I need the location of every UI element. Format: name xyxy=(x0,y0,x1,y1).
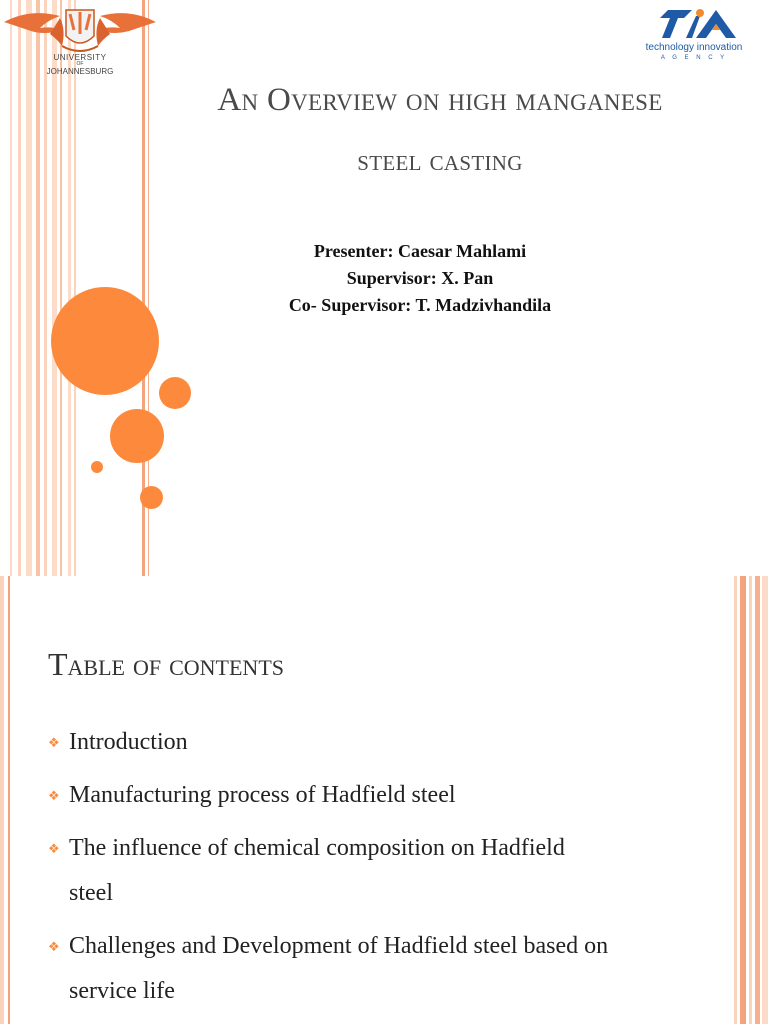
diamond-bullet-icon: ❖ xyxy=(48,735,60,750)
decorative-stripe xyxy=(749,576,752,1024)
diamond-bullet-icon: ❖ xyxy=(48,939,60,954)
decorative-circle xyxy=(110,409,164,463)
decorative-stripe xyxy=(740,576,746,1024)
list-item-text: The influence of chemical composition on Hadfield steel xyxy=(69,835,565,906)
decorative-stripe xyxy=(36,0,40,576)
co-supervisor-name: Co- Supervisor: T. Madzivhandila xyxy=(288,295,552,315)
decorative-stripe xyxy=(52,0,57,576)
presenter-name: Presenter: Caesar Mahlami xyxy=(313,241,527,261)
supervisor-name: Supervisor: X. Pan xyxy=(346,268,494,288)
list-item-text: Introduction xyxy=(69,729,188,755)
contents-list xyxy=(48,720,688,1022)
university-logo-text: UNIVERSITY xyxy=(53,53,107,62)
diamond-bullet-icon: ❖ xyxy=(48,788,60,803)
diamond-bullet-icon: ❖ xyxy=(48,841,60,856)
agency-logo xyxy=(630,8,756,68)
decorative-circle xyxy=(140,486,163,509)
presenter-block xyxy=(170,238,670,319)
decorative-stripe xyxy=(10,0,12,576)
decorative-stripe xyxy=(0,576,4,1024)
list-item-text: Manufacturing process of Hadfield steel xyxy=(69,782,456,808)
decorative-stripe xyxy=(68,0,71,576)
decorative-stripe xyxy=(18,0,21,576)
decorative-stripe xyxy=(60,0,62,576)
list-item xyxy=(48,773,688,818)
decorative-circle xyxy=(91,461,103,473)
contents-title: Table of contents xyxy=(48,646,284,682)
university-logo-text: JOHANNESBURG xyxy=(46,67,114,76)
list-item xyxy=(48,924,669,1014)
slide-title-line-2: steel casting xyxy=(357,144,523,177)
decorative-stripe xyxy=(74,0,76,576)
decorative-stripe xyxy=(762,576,768,1024)
decorative-circle xyxy=(51,287,159,395)
agency-logo-text: technology innovation xyxy=(645,42,743,53)
decorative-stripe xyxy=(26,0,32,576)
agency-logo-text: A G E N C Y xyxy=(660,55,728,61)
university-logo xyxy=(0,0,160,80)
decorative-stripe xyxy=(734,576,737,1024)
decorative-stripe xyxy=(44,0,47,576)
decorative-stripe xyxy=(755,576,760,1024)
university-logo-text: OF xyxy=(76,61,84,67)
decorative-stripe xyxy=(8,576,10,1024)
list-item-text: Challenges and Development of Hadfield steel based on service life xyxy=(69,933,609,1004)
list-item xyxy=(48,826,589,916)
slide-title-line-1: An Overview on high manganese xyxy=(217,82,663,118)
decorative-circle xyxy=(159,377,191,409)
list-item xyxy=(48,720,688,765)
